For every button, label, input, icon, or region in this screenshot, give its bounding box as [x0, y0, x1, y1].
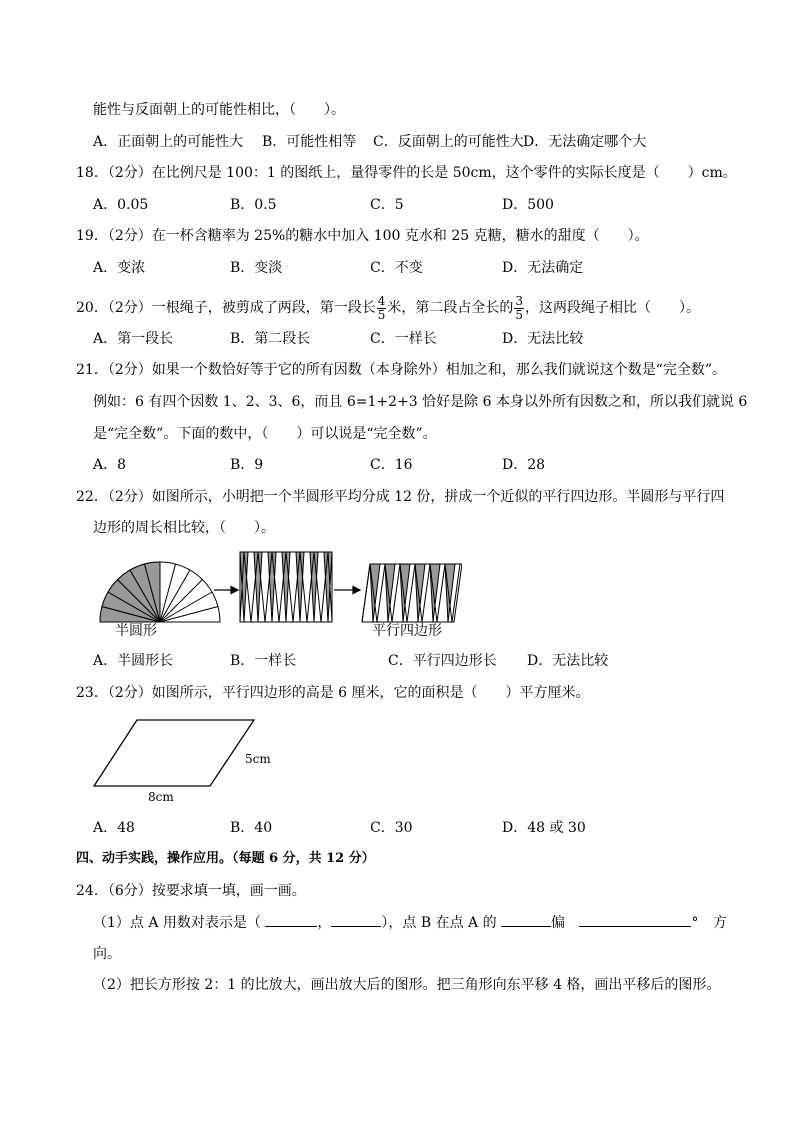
- q19-option-a[interactable]: A．变浓: [93, 260, 146, 276]
- answer-blank-direction[interactable]: [501, 912, 551, 927]
- answer-blank-angle[interactable]: [579, 912, 691, 927]
- q17-option-d[interactable]: D．无法确定哪个大: [523, 134, 647, 150]
- q22-stem-line-1: 22．（2分）如图所示，小明把一个半圆形平均分成 12 份，拼成一个近似的平行四边形。半圆形与平行四: [76, 489, 725, 505]
- degree-symbol: °: [691, 915, 699, 931]
- q24-part-1-end: 向。: [93, 946, 121, 962]
- direction-pian: 偏: [551, 915, 566, 931]
- q23-stem: 23．（2分）如图所示，平行四边形的高是 6 厘米，它的面积是（ ）平方厘米。: [76, 685, 590, 701]
- q19-stem: 19．（2分）在一杯含糖率为 25%的糖水中加入 100 克水和 25 克糖，糖水的甜度（ ）。: [76, 228, 649, 244]
- q21-option-c[interactable]: C．16: [370, 457, 413, 473]
- q20-option-c[interactable]: C．一样长: [370, 331, 437, 347]
- q20-stem-part-b: 米，第二段占全长的: [387, 300, 514, 316]
- q20-option-b[interactable]: B．第二段长: [230, 331, 311, 347]
- arrow-right-icon: [214, 587, 238, 594]
- q22-stem-line-2: 边形的周长相比较，（ ）。: [93, 520, 275, 536]
- q20-option-a[interactable]: A．第一段长: [93, 331, 174, 347]
- q17-option-a[interactable]: A．正面朝上的可能性大: [93, 134, 244, 150]
- q17-option-c[interactable]: C．反面朝上的可能性大: [373, 134, 524, 150]
- arrow-right-icon: [334, 587, 360, 594]
- q24-stem: 24．（6分）按要求填一填，画一画。: [76, 883, 306, 899]
- q21-option-a[interactable]: A．8: [93, 457, 127, 473]
- comma: ，: [317, 915, 332, 931]
- answer-blank-coordinate-x[interactable]: [265, 912, 317, 927]
- q20-stem: [76, 290, 700, 326]
- fraction-four-fifths: $\frac{4}{5}$: [377, 293, 386, 322]
- q18-option-b[interactable]: B．0.5: [230, 197, 277, 213]
- q23-option-b[interactable]: B．40: [230, 820, 273, 836]
- q18-option-d[interactable]: D．500: [502, 197, 554, 213]
- semicircle-fan: [100, 562, 220, 622]
- q21-stem-line-1: 21．（2分）如果一个数恰好等于它的所有因数（本身除外）相加之和，那么我们就说这个数是“完全数”。: [76, 362, 727, 378]
- fraction-three-fifths: $\frac{3}{5}$: [515, 293, 524, 322]
- direction-fang: 方: [712, 915, 727, 931]
- q23-option-a[interactable]: A．48: [93, 820, 135, 836]
- q22-option-a[interactable]: A．半圆形长: [93, 653, 174, 669]
- section-4-title: 四、动手实践，操作应用。（每题 6 分，共 12 分）: [76, 851, 375, 866]
- label-base-length: 8cm: [148, 790, 174, 804]
- q18-option-a[interactable]: A．0.05: [93, 197, 149, 213]
- q19-option-c[interactable]: C．不变: [370, 260, 423, 276]
- q22-option-c[interactable]: C．平行四边形长: [388, 653, 497, 669]
- parallelogram-shape: [94, 720, 254, 786]
- q17-option-b[interactable]: B．可能性相等: [262, 134, 357, 150]
- approx-parallelogram: [362, 564, 462, 622]
- q23-option-c[interactable]: C．30: [370, 820, 413, 836]
- q19-option-b[interactable]: B．变淡: [230, 260, 283, 276]
- q21-stem-line-3: 是“完全数”。下面的数中，（ ）可以说是“完全数”。: [93, 426, 437, 442]
- q24-part-1-prefix: （1）点 A 用数对表示是（: [93, 915, 261, 931]
- q22-option-d[interactable]: D．无法比较: [527, 653, 609, 669]
- q21-stem-line-2: 例如：6 有四个因数 1、2、3、6，而且 6=1+2+3 恰好是除 6 本身以外所有因数之和，所以我们就说 6: [93, 394, 748, 410]
- q18-stem: 18．（2分）在比例尺是 100：1 的图纸上，量得零件的长是 50cm，这个零件的实际长度是（ ）cm。: [76, 165, 737, 181]
- caption-semicircle: 半圆形: [115, 623, 157, 639]
- q17-stem-continuation: 能性与反面朝上的可能性相比，（ ）。: [93, 102, 345, 118]
- q24-part-1: [93, 912, 727, 933]
- q20-stem-part-c: ，这两段绳子相比（ ）。: [525, 300, 701, 316]
- q23-option-d[interactable]: D．48 或 30: [502, 820, 586, 836]
- rearranged-strips: [240, 552, 332, 622]
- label-side-length: 5cm: [245, 752, 271, 766]
- answer-blank-coordinate-y[interactable]: [331, 912, 381, 927]
- q20-option-d[interactable]: D．无法比较: [502, 331, 584, 347]
- q21-option-d[interactable]: D．28: [502, 457, 546, 473]
- q21-option-b[interactable]: B．9: [230, 457, 264, 473]
- q24-part-2: （2）把长方形按 2：1 的比放大，画出放大后的图形。把三角形向东平移 4 格，画出平移后的图形。: [93, 977, 721, 993]
- q20-stem-part-a: 20．（2分）一根绳子，被剪成了两段，第一段长: [76, 300, 376, 316]
- caption-parallelogram: 平行四边形: [372, 623, 442, 639]
- q22-option-b[interactable]: B．一样长: [230, 653, 297, 669]
- q24-part-1-mid: ），点 B 在点 A 的: [381, 915, 497, 931]
- q19-option-d[interactable]: D．无法确定: [502, 260, 584, 276]
- q18-option-c[interactable]: C．5: [370, 197, 404, 213]
